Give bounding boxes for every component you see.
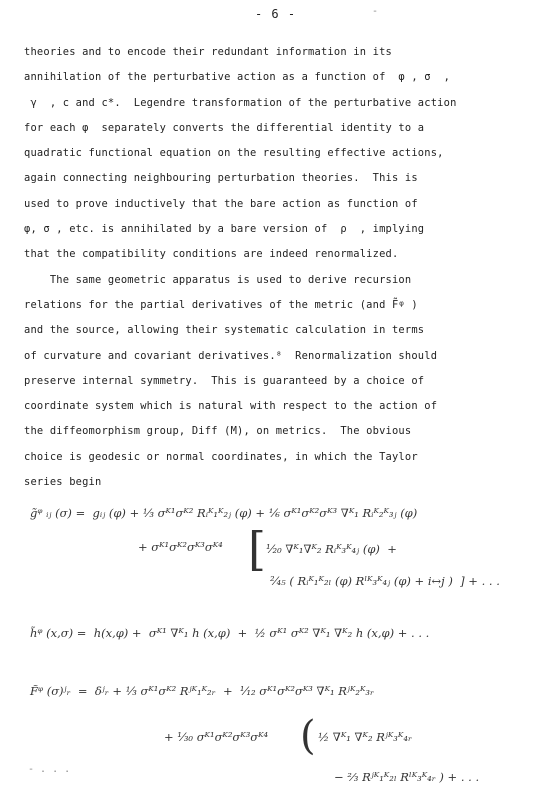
text-line: φ, σ , etc. is annihilated by a bare version of ρ , implying [24, 223, 425, 236]
left-parenthesis: ( [300, 713, 316, 759]
equation-1-line-2: + σᴷ¹σᴷ²σᴷ³σᴷ⁴ [138, 540, 223, 554]
body-text [24, 40, 524, 495]
page-number: - 6 - [254, 7, 297, 21]
equation-2: h̃ᵠ (x,σ) = h(x,φ) + σᴷ¹ ∇ᴷ₁ h (x,φ) + ½ σᴷ¹ σᴷ² ∇ᴷ₁ ∇ᴷ₂ h (x,φ) + . . . [30, 626, 430, 640]
equation-3-line-1: F̃ᵠ (σ)ʲᵣ = δʲᵣ + ⅓ σᴷ¹σᴷ² Rʲᴷ₁ᴷ₂ᵣ + ¹⁄₁₂ σᴷ¹σᴷ²σᴷ³ ∇ᴷ₁ Rʲᴷ₂ᴷ₃ᵣ [30, 684, 374, 698]
text-line: coordinate system which is natural with respect to the action of [24, 400, 438, 413]
text-line: series begin [24, 476, 102, 489]
equation-3-line-4: − ⅔ Rʲᴷ₁ᴷ₂ₗ Rˡᴷ₃ᴷ₄ᵣ ) + . . . [334, 770, 480, 784]
corner-mark: - [372, 6, 379, 17]
margin-mark: - . . . [28, 764, 71, 775]
equation-1-line-3: ¹⁄₂₀ ∇ᴷ₁∇ᴷ₂ Rᵢᴷ₃ᴷ₄ⱼ (φ) + [266, 542, 397, 556]
text-line: for each φ separately converts the differential identity to a [24, 121, 425, 134]
text-line: the diffeomorphism group, Diff (M), on metrics. The obvious [24, 425, 412, 438]
text-line: of curvature and covariant derivatives.⁸ Renormalization should [24, 349, 438, 362]
text-line: relations for the partial derivatives of the metric (and F̃ᵠ ) [24, 298, 418, 311]
text-line: theories and to encode their redundant information in its [24, 46, 392, 58]
text-line: The same geometric apparatus is used to derive recursion [24, 273, 412, 286]
left-bracket: [ [248, 522, 266, 576]
text-line: that the compatibility conditions are indeed renormalized. [24, 248, 399, 261]
text-line: annihilation of the perturbative action as a function of φ , σ , [24, 71, 451, 84]
equation-1-line-4: ²⁄₄₅ ( Rᵢᴷ₁ᴷ₂ₗ (φ) Rˡᴷ₃ᴷ₄ⱼ (φ) + i↔j ) ] + . . . [270, 574, 500, 588]
text-line: quadratic functional equation on the resulting effective actions, [24, 147, 444, 160]
equation-3-line-3: ½ ∇ᴷ₁ ∇ᴷ₂ Rʲᴷ₃ᴷ₄ᵣ [318, 730, 412, 744]
equation-3-line-2: + ¹⁄₃₀ σᴷ¹σᴷ²σᴷ³σᴷ⁴ [164, 730, 269, 744]
equation-1-line-1: g̃ᵠ ᵢⱼ (σ) = gᵢⱼ (φ) + ⅓ σᴷ¹σᴷ² Rᵢᴷ₁ᴷ₂ⱼ (φ) + ⅙ σᴷ¹σᴷ²σᴷ³ ∇ᴷ₁ Rᵢᴷ₂ᴷ₃ⱼ (φ) [30, 506, 418, 520]
text-line: γ , c and c*. Legendre transformation of the perturbative action [24, 96, 457, 109]
text-line: again connecting neighbouring perturbation theories. This is [24, 172, 418, 185]
text-line: and the source, allowing their systematic calculation in terms [24, 324, 425, 337]
text-line: choice is geodesic or normal coordinates, in which the Taylor [24, 450, 418, 463]
text-line: used to prove inductively that the bare action as function of [24, 197, 418, 210]
text-line: preserve internal symmetry. This is guaranteed by a choice of [24, 374, 425, 387]
